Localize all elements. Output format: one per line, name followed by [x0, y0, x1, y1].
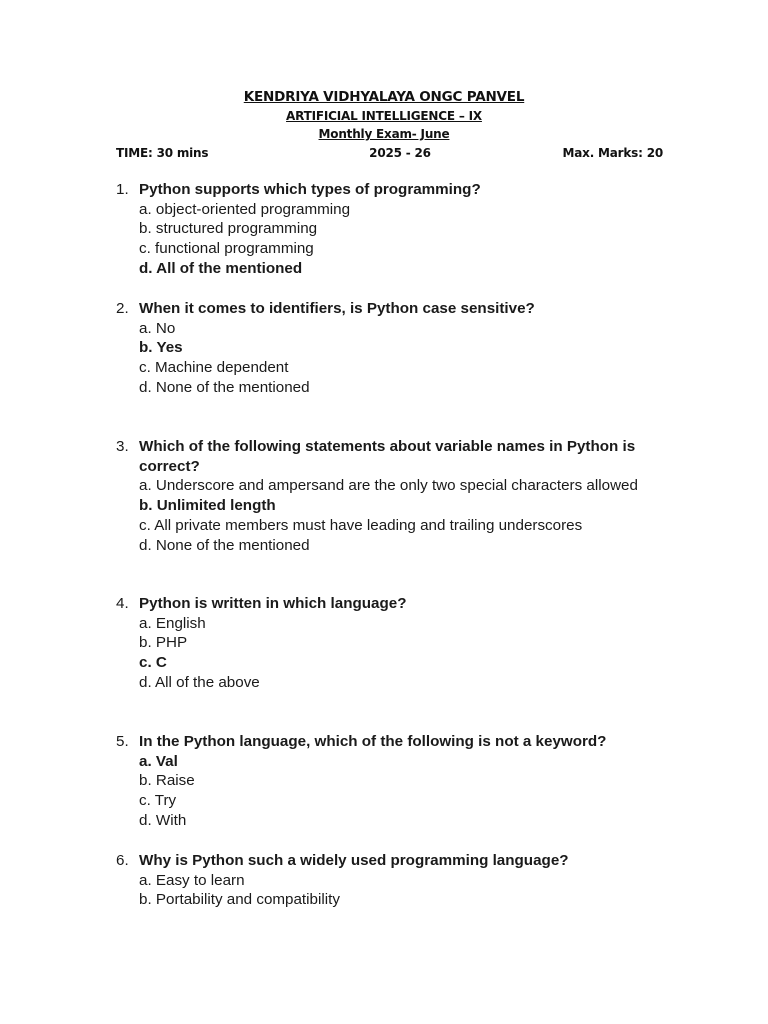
question-number: 6. [116, 852, 129, 869]
question-number: 4. [116, 595, 129, 612]
answer-option: b. structured programming [139, 220, 318, 238]
exam-title: Monthly Exam- June [318, 127, 450, 141]
correct-option: b. Unlimited length [139, 497, 276, 515]
question-body [139, 851, 676, 910]
exam-time: TIME: 30 mins [116, 146, 209, 160]
answer-option: d. None of the mentioned [139, 378, 310, 396]
question-number: 5. [116, 733, 129, 750]
question-number: 1. [116, 181, 129, 198]
question-text: Python is written in which language? [139, 595, 407, 612]
answer-option: c. Machine dependent [139, 359, 289, 377]
answer-option: a. Easy to learn [139, 871, 245, 889]
answer-option: d. With [139, 811, 187, 829]
question-text: Which of the following statements about variable names in Python is correct? [139, 438, 636, 475]
answer-option: d. None of the mentioned [139, 536, 310, 554]
correct-option: b. Yes [139, 339, 183, 357]
correct-option: d. All of the mentioned [139, 259, 303, 277]
correct-option: c. C [139, 654, 167, 672]
question-number: 2. [116, 300, 129, 317]
question-text: Python supports which types of programming? [139, 181, 481, 198]
question-body [139, 299, 676, 398]
answer-option: c. Try [139, 792, 177, 810]
answer-option: b. PHP [139, 634, 188, 652]
answer-option: c. functional programming [139, 240, 314, 258]
question-body [139, 437, 676, 555]
answer-option: a. Underscore and ampersand are the only two special characters allowed [139, 477, 638, 495]
answer-option: b. Portability and compatibility [139, 891, 340, 909]
answer-option: a. English [139, 614, 206, 632]
answer-option: b. Raise [139, 772, 195, 790]
answer-option: d. All of the above [139, 673, 260, 691]
answer-option: c. All private members must have leading and trailing underscores [139, 516, 583, 534]
correct-option: a. Val [139, 752, 178, 770]
question-body [139, 732, 676, 831]
max-marks: Max. Marks: 20 [562, 146, 663, 160]
school-title: KENDRIYA VIDHYALAYA ONGC PANVEL [243, 89, 525, 105]
question-text: When it comes to identifiers, is Python case sensitive? [139, 300, 535, 317]
question-number: 3. [116, 438, 129, 455]
answer-option: a. object-oriented programming [139, 200, 351, 218]
question-text: Why is Python such a widely used programming language? [139, 852, 569, 869]
subject-title: ARTIFICIAL INTELLIGENCE – IX [286, 109, 482, 123]
question-body [139, 180, 676, 279]
answer-option: a. No [139, 319, 176, 337]
academic-year: 2025 - 26 [369, 146, 431, 160]
question-body [139, 594, 676, 693]
question-text: In the Python language, which of the following is not a keyword? [139, 733, 607, 750]
